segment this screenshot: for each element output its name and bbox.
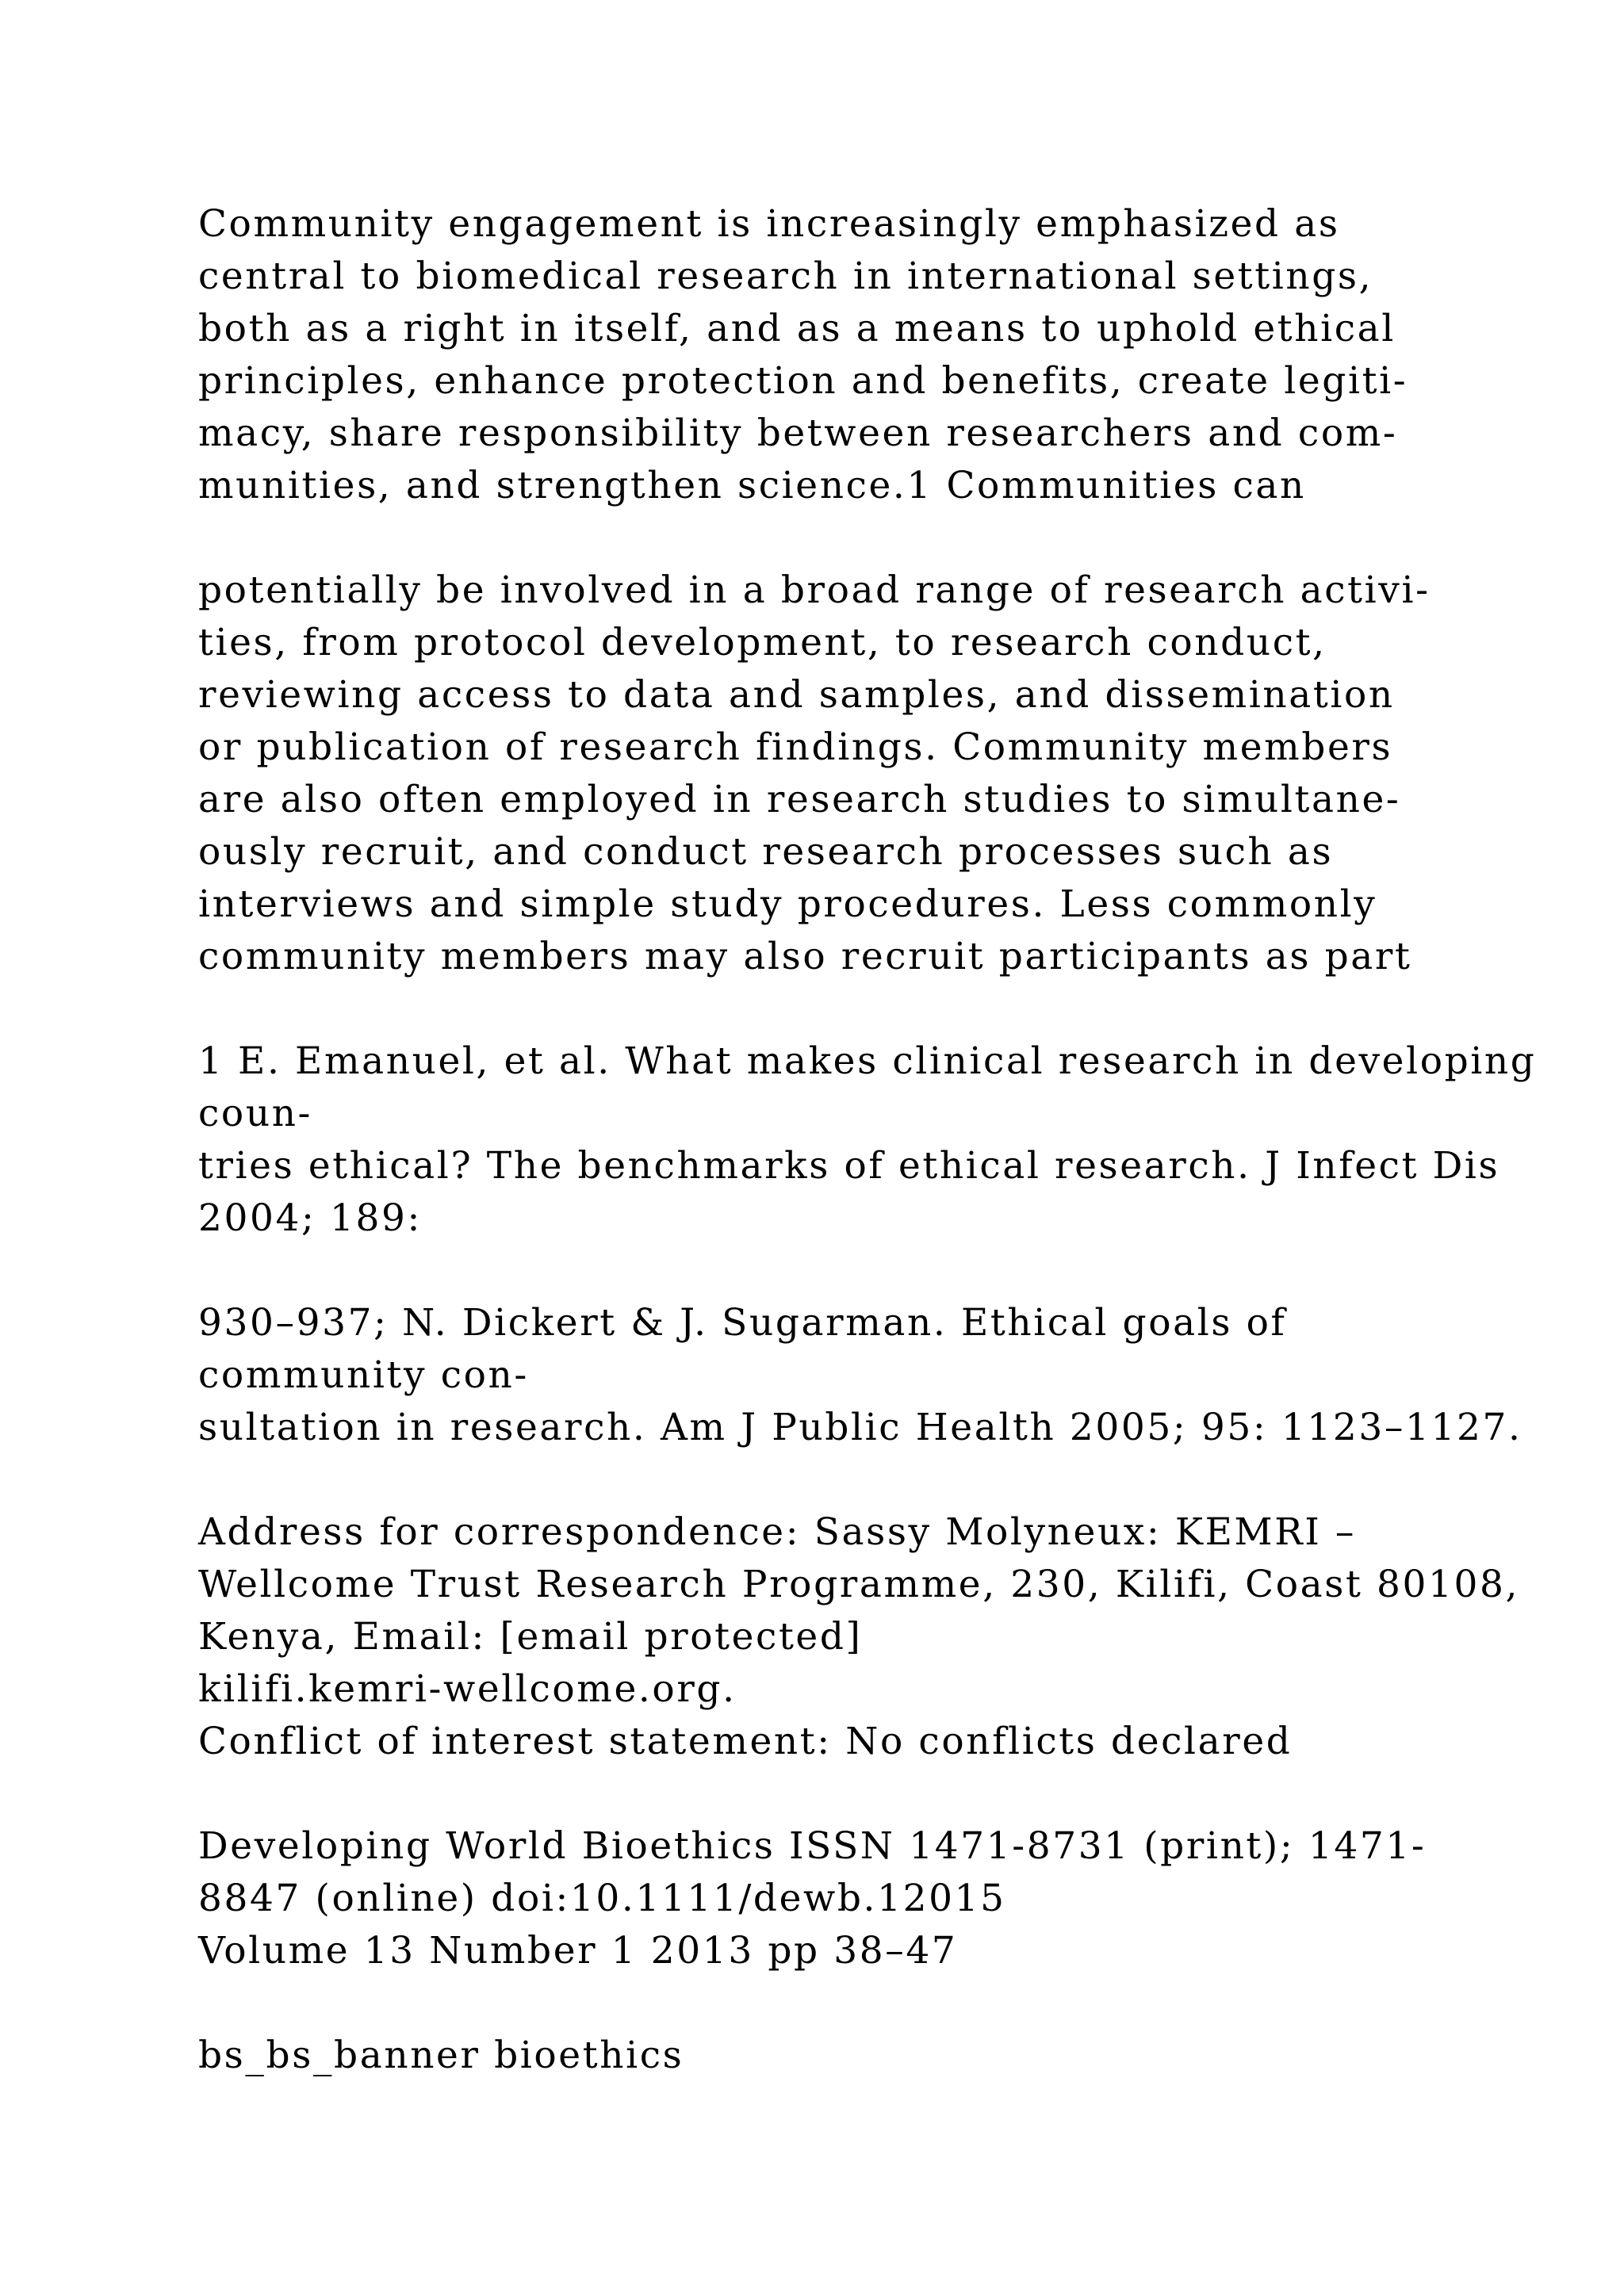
text-line: kilifi.kemri-wellcome.org. (198, 1667, 737, 1711)
text-line: Volume 13 Number 1 2013 pp 38–47 (198, 1929, 958, 1973)
text-line: central to biomedical research in international settings, (198, 254, 1373, 298)
text-line: Conflict of interest statement: No conflicts declared (198, 1720, 1293, 1763)
text-line: 2004; 189: (198, 1196, 422, 1240)
text-line: Kenya, Email: [email protected] (198, 1615, 863, 1659)
text-line: ties, from protocol development, to research conduct, (198, 621, 1327, 664)
text-line: both as a right in itself, and as a means to uphold ethical (198, 307, 1396, 350)
text-line: 8847 (online) doi:10.1111/dewb.12015 (198, 1877, 1006, 1920)
text-line: ously recruit, and conduct research processes such as (198, 830, 1334, 874)
text-line: Address for correspondence: Sassy Molyneux: KEMRI – (198, 1510, 1357, 1554)
banner-text: bs_bs_banner bioethics (198, 2034, 684, 2077)
text-line: coun- (198, 1092, 313, 1135)
text-line: or publication of research findings. Community members (198, 725, 1393, 769)
text-line: Wellcome Trust Research Programme, 230, Kilifi, Coast 80108, (198, 1563, 1520, 1606)
text-line: sultation in research. Am J Public Health 2005; 95: 1123–1127. (198, 1406, 1522, 1449)
text-line: macy, share responsibility between researchers and com- (198, 411, 1398, 455)
text-line: interviews and simple study procedures. Less commonly (198, 882, 1377, 926)
text-line: reviewing access to data and samples, and dissemination (198, 673, 1395, 717)
text-line: principles, enhance protection and benefits, create legiti- (198, 359, 1408, 403)
text-line: munities, and strengthen science.1 Communities can (198, 464, 1306, 507)
text-line: 1 E. Emanuel, et al. What makes clinical research in developing (198, 1039, 1537, 1083)
text-line: Developing World Bioethics ISSN 1471-8731 (print); 1471- (198, 1824, 1427, 1868)
text-line: Community engagement is increasingly emphasized as (198, 202, 1340, 246)
text-line: are also often employed in research studies to simultane- (198, 778, 1401, 821)
text-line: tries ethical? The benchmarks of ethical research. J Infect Dis (198, 1144, 1500, 1188)
text-line: potentially be involved in a broad range of research activi- (198, 568, 1431, 612)
text-line: 930–937; N. Dickert & J. Sugarman. Ethical goals of (198, 1301, 1287, 1345)
text-line: community members may also recruit participants as part (198, 935, 1412, 978)
text-line: community con- (198, 1353, 529, 1397)
